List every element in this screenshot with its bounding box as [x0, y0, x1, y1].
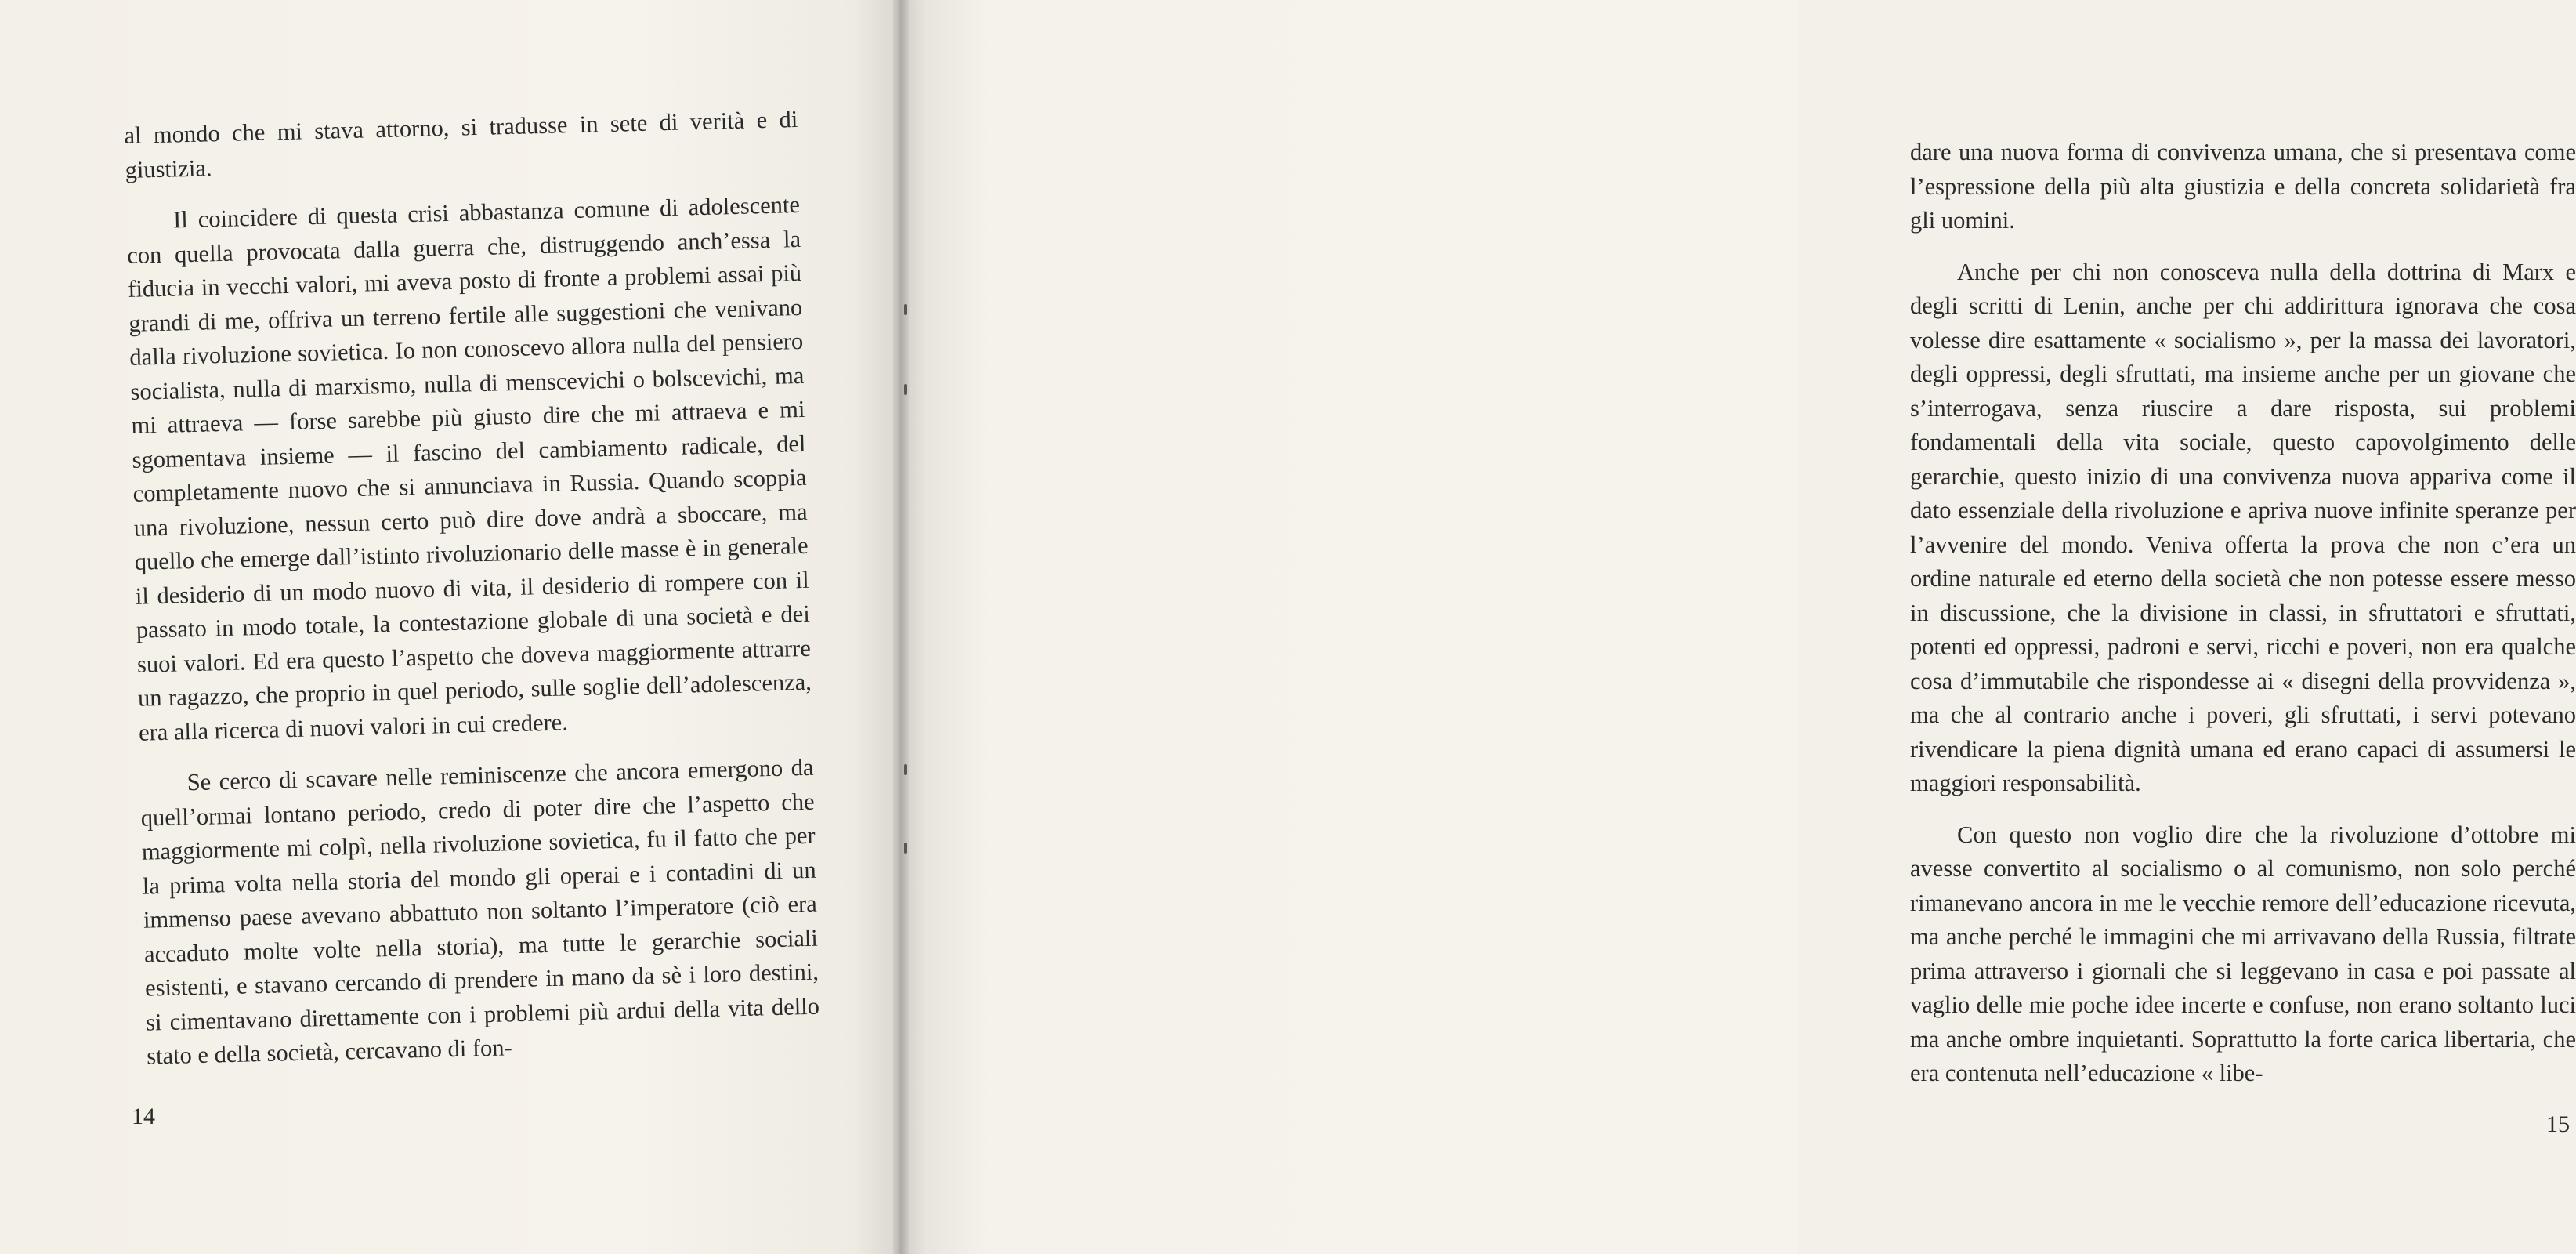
paragraph: al mondo che mi stava attorno, si tradusse in sete di verità e di giustizia.	[124, 105, 798, 183]
binding-stitch	[904, 843, 907, 854]
right-page	[899, 0, 2576, 1254]
binding-stitch	[904, 384, 907, 395]
paragraph: Il coincidere di questa crisi abbastanza comune di adolescente con quella provocata dalla guerra che, distruggendo anch’essa la fiducia in vecchi valori, mi aveva posto di fronte a problemi assai più grandi di me, offriva un terreno fertile alle suggestioni che venivano dalla rivoluzione sovietica. Io non conoscevo allora nulla del pensiero socialista, nulla di marxismo, nulla di menscevichi o bolscevichi, ma mi attraeva — forse sarebbe più giusto dire che mi attraeva e mi sgomentava insieme — il fascino del cambiamento radicale, del completamente nuovo che si annunciava in Russia. Quando scoppia una rivoluzione, nessun certo può dire dove andrà a sboccare, ma quello che emerge dall’istinto rivoluzionario delle masse è in generale il desiderio di un modo nuovo di vita, il desiderio di rompere con il passato in modo totale, la contestazione globale di una società e dei suoi valori. Ed era questo l’aspetto che doveva maggiormente attrarre un ragazzo, che proprio in quel periodo, sulle soglie dell’adolescenza, era alla ricerca di nuovi valori in cui credere.	[126, 190, 812, 746]
paragraph: Anche per chi non conosceva nulla della dottrina di Marx e degli scritti di Lenin, anche per chi addirittura ignorava che cosa volesse dire esattamente « socialismo », per la massa dei lavoratori, degli oppressi, degli sfruttati, ma insieme anche per un giovane che s’interrogava, senza riuscire a dare risposta, sui problemi fondamentali della vita sociale, questo capovolgimento delle gerarchie, questo inizio di una convivenza nuova appariva come il dato essenziale della rivoluzione e apriva nuove infinite speranze per l’avvenire del mondo. Veniva offerta la prova che non c’era un ordine naturale ed eterno della società che non potesse essere messo in discussione, che la divisione in classi, in sfruttatori e sfruttati, potenti ed oppressi, padroni e servi, ricchi e poveri, non era qualche cosa d’immutabile che rispondesse ai « disegni della provvidenza », ma che al contrario anche i poveri, gli sfruttati, i servi potevano rivendicare la piena dignità umana ed erano capaci di assumersi le maggiori responsabilità.	[1910, 258, 2576, 796]
right-page-text	[1910, 136, 2576, 1091]
binding-stitch	[904, 304, 907, 315]
page-number: 14	[132, 1104, 155, 1129]
paragraph: Con questo non voglio dire che la rivoluzione d’ottobre mi avesse convertito al socialismo o al comunismo, non solo perché rimanevano ancora in me le vecchie remore dell’educazione ricevuta, ma anche perché le immagini che mi arrivavano della Russia, filtrate prima attraverso i giornali che si leggevano in casa e poi passate al vaglio delle mie poche idee incerte e confuse, non erano soltanto luci ma anche ombre inquietanti. Soprattutto la forte carica libertaria, che era contenuta nell’educazione « libe-	[1910, 821, 2576, 1086]
book-gutter	[893, 0, 909, 1254]
left-page-text	[124, 103, 821, 1074]
left-page	[0, 0, 899, 1254]
paragraph: Se cerco di scavare nelle reminiscenze che ancora emergono da quell’ormai lontano periodo, credo di poter dire che l’aspetto che maggiormente mi colpì, nella rivoluzione sovietica, fu il fatto che per la prima volta nella storia del mondo gli operai e i contadini di un immenso paese avevano abbattuto non soltanto l’imperatore (ciò era accaduto molte volte nella storia), ma tutte le gerarchie sociali esistenti, e stavano cercando di prendere in mano da sè i loro destini, si cimentavano direttamente con i problemi più ardui della vita dello stato e della società, cercavano di fon-	[140, 753, 820, 1070]
page-number: 15	[2546, 1111, 2570, 1137]
binding-stitch	[904, 764, 907, 775]
paragraph: dare una nuova forma di convivenza umana, che si presentava come l’espressione della più alta giustizia e della concreta solidarietà fra gli uomini.	[1910, 139, 2576, 234]
